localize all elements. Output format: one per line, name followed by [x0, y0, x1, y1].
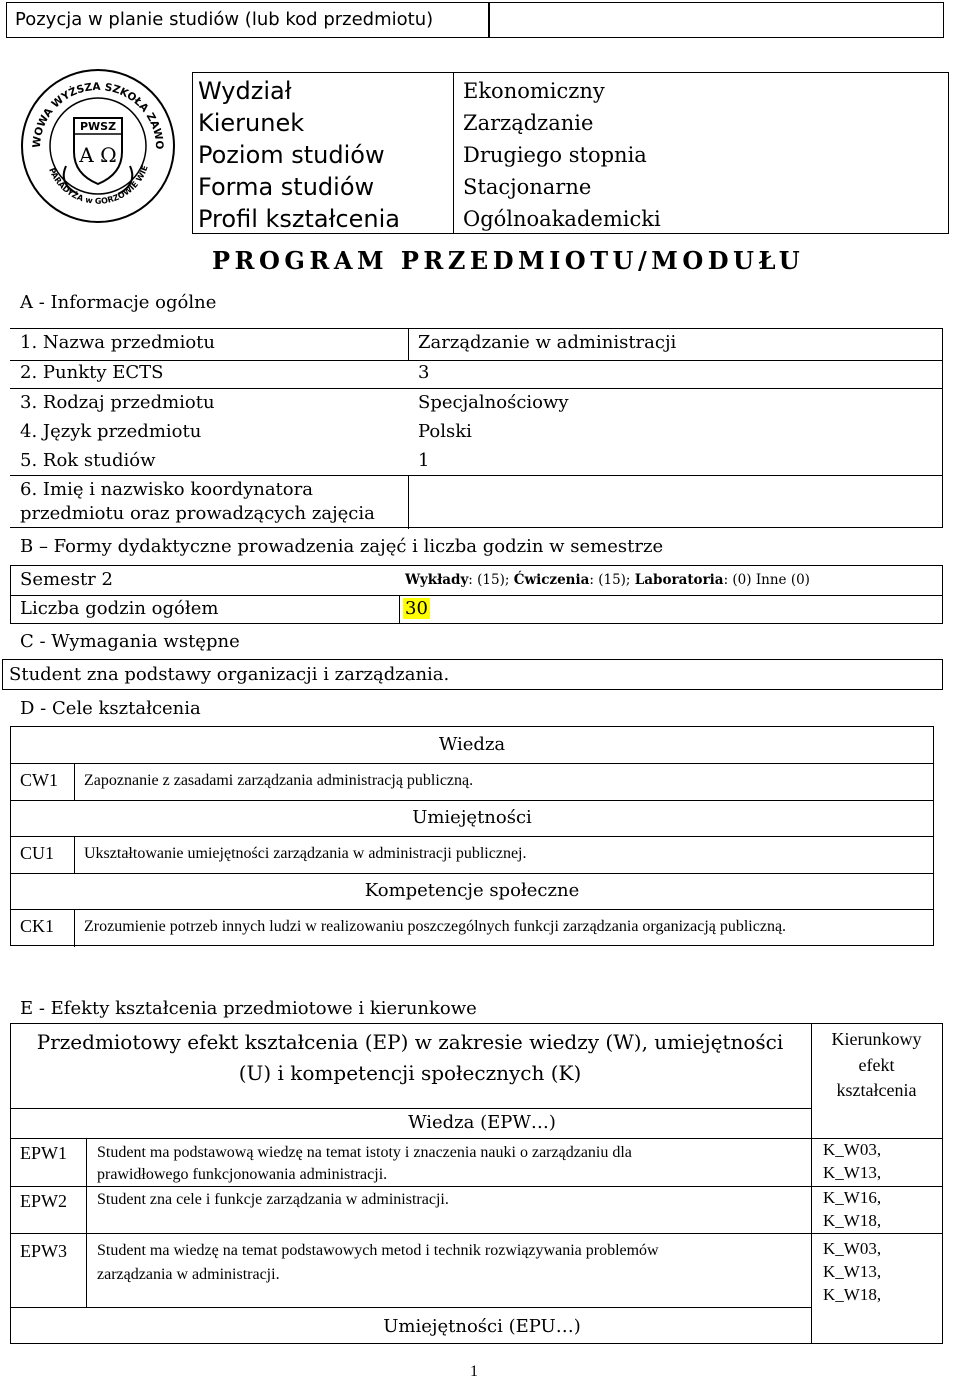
- logo-mark: PWSZ: [79, 120, 117, 133]
- knowledge-heading: Wiedza: [438, 734, 506, 755]
- section-b-title: B – Formy dydaktyczne prowadzenia zajęć i liczba godzin w semestrze: [20, 536, 664, 557]
- form-label: Forma studiów: [198, 173, 375, 201]
- semester-label: Semestr 2: [20, 569, 113, 590]
- program-outcome-header-line1: Kierunkowy: [831, 1029, 922, 1049]
- section-e-title: E - Efekty kształcenia przedmiotowe i kierunkowe: [20, 998, 477, 1019]
- exercise-hours: : (15);: [589, 572, 635, 588]
- program-title: PROGRAM PRZEDMIOTU/MODUŁU: [212, 246, 805, 275]
- knowledge-outcomes-heading: Wiedza (EPW…): [408, 1112, 556, 1133]
- profile-label: Profil kształcenia: [198, 205, 400, 233]
- epw1-text-line1: Student ma podstawową wiedzę na temat istoty i znaczenia nauki o zarządzaniu dla: [97, 1144, 632, 1161]
- field-label: Kierunek: [198, 109, 305, 137]
- coordinator-label-line1: 6. Imię i nazwisko koordynatora: [20, 479, 313, 500]
- ck1-text: Zrozumienie potrzeb innych ludzi w realizowaniu poszczególnych funkcji zarządzania organizacją publiczną.: [84, 918, 787, 935]
- outcomes-header-line2: (U) i kompetencji społecznych (K): [238, 1061, 582, 1085]
- epw2-text: Student zna cele i funkcje zarządzania w administracji.: [97, 1191, 449, 1208]
- logo-glyphs: A Ω: [79, 143, 117, 167]
- lab-label: Laboratoria: [634, 572, 724, 588]
- cw1-code: CW1: [20, 770, 58, 790]
- epw1-text-line2: prawidłowego funkcjonowania administracji.: [97, 1166, 388, 1183]
- year-label: 5. Rok studiów: [20, 450, 156, 471]
- epw2-program-outcome-1: K_W16,: [823, 1188, 882, 1207]
- epw3-text-line2: zarządzania w administracji.: [97, 1266, 280, 1283]
- page-number: 1: [470, 1363, 478, 1380]
- epw1-program-outcome-1: K_W03,: [823, 1140, 882, 1159]
- hours-breakdown: [405, 572, 810, 588]
- faculty-value: Ekonomiczny: [463, 79, 605, 103]
- program-outcome-header-line3: kształcenia: [836, 1080, 917, 1100]
- position-label-cell: [6, 2, 490, 38]
- epw1-code: EPW1: [20, 1143, 67, 1163]
- skills-outcomes-heading: Umiejętności (EPU…): [383, 1316, 581, 1337]
- level-value: Drugiego stopnia: [463, 143, 647, 167]
- epw2-program-outcome-2: K_W18,: [823, 1211, 882, 1230]
- competences-heading: Kompetencje społeczne: [364, 880, 580, 901]
- epw3-program-outcome-2: K_W13,: [823, 1262, 882, 1281]
- ects-label: 2. Punkty ECTS: [20, 362, 164, 383]
- epw3-program-outcome-3: K_W18,: [823, 1285, 882, 1304]
- language-value: Polski: [418, 421, 472, 442]
- prerequisites-text: Student zna podstawy organizacji i zarządzania.: [9, 664, 450, 685]
- total-hours-value: 30: [405, 598, 428, 619]
- outcomes-header-line1: Przedmiotowy efekt kształcenia (EP) w zakresie wiedzy (W), umiejętności: [36, 1030, 784, 1054]
- epw3-program-outcome-1: K_W03,: [823, 1239, 882, 1258]
- coordinator-label-line2: przedmiotu oraz prowadzących zajęcia: [20, 503, 375, 524]
- exercise-label: Ćwiczenia: [513, 572, 590, 588]
- year-value: 1: [418, 450, 430, 471]
- section-a-title: A - Informacje ogólne: [20, 292, 217, 313]
- epw3-text-line1: Student ma wiedzę na temat podstawowych metod i technik rozwiązywania problemów: [97, 1242, 659, 1259]
- prerequisites-box: [2, 659, 943, 690]
- epw3-code: EPW3: [20, 1241, 67, 1261]
- total-hours-label: Liczba godzin ogółem: [20, 598, 219, 619]
- level-label: Poziom studiów: [198, 141, 385, 169]
- course-name-label: 1. Nazwa przedmiotu: [20, 332, 215, 353]
- lecture-hours: : (15);: [468, 572, 514, 588]
- course-type-value: Specjalnościowy: [418, 392, 569, 413]
- section-c-title: C - Wymagania wstępne: [20, 631, 240, 652]
- profile-value: Ogólnoakademicki: [463, 207, 661, 231]
- form-value: Stacjonarne: [463, 175, 592, 199]
- cu1-text: Ukształtowanie umiejętności zarządzania w administracji publicznej.: [84, 845, 527, 862]
- field-value: Zarządzanie: [463, 111, 594, 135]
- ects-value: 3: [418, 362, 430, 383]
- lecture-label: Wykłady: [405, 572, 469, 588]
- objectives-table: [10, 726, 934, 946]
- position-label: Pozycja w planie studiów (lub kod przedmiotu): [15, 9, 434, 30]
- faculty-label: Wydział: [198, 77, 292, 105]
- cw1-text: Zapoznanie z zasadami zarządzania administracją publiczną.: [84, 772, 474, 789]
- epw2-code: EPW2: [20, 1191, 67, 1211]
- svg-text:PAŃSTWOWA WYŻSZA SZKOŁA ZAWODO: WOWA WYŻSZA SZKOŁA ZAWO: [30, 80, 166, 150]
- epw1-program-outcome-2: K_W13,: [823, 1163, 882, 1182]
- lab-hours: : (0) Inne (0): [723, 572, 810, 588]
- university-logo: [18, 66, 178, 226]
- language-label: 4. Język przedmiotu: [20, 421, 202, 442]
- cu1-code: CU1: [20, 843, 55, 863]
- course-type-label: 3. Rodzaj przedmiotu: [20, 392, 215, 413]
- faculty-header-table: [192, 72, 949, 234]
- course-name-value: Zarządzanie w administracji: [418, 332, 677, 353]
- position-value-cell: [488, 2, 944, 38]
- program-outcome-header-line2: efekt: [858, 1055, 895, 1075]
- svg-text:im. JAKUBA z PARADYŻA w GORZOW: PARADYŻA w GORZOWIE WIE: [47, 164, 150, 206]
- ck1-code: CK1: [20, 916, 55, 936]
- section-d-title: D - Cele kształcenia: [20, 698, 201, 719]
- header-divider: [453, 73, 454, 233]
- skills-heading: Umiejętności: [412, 807, 532, 828]
